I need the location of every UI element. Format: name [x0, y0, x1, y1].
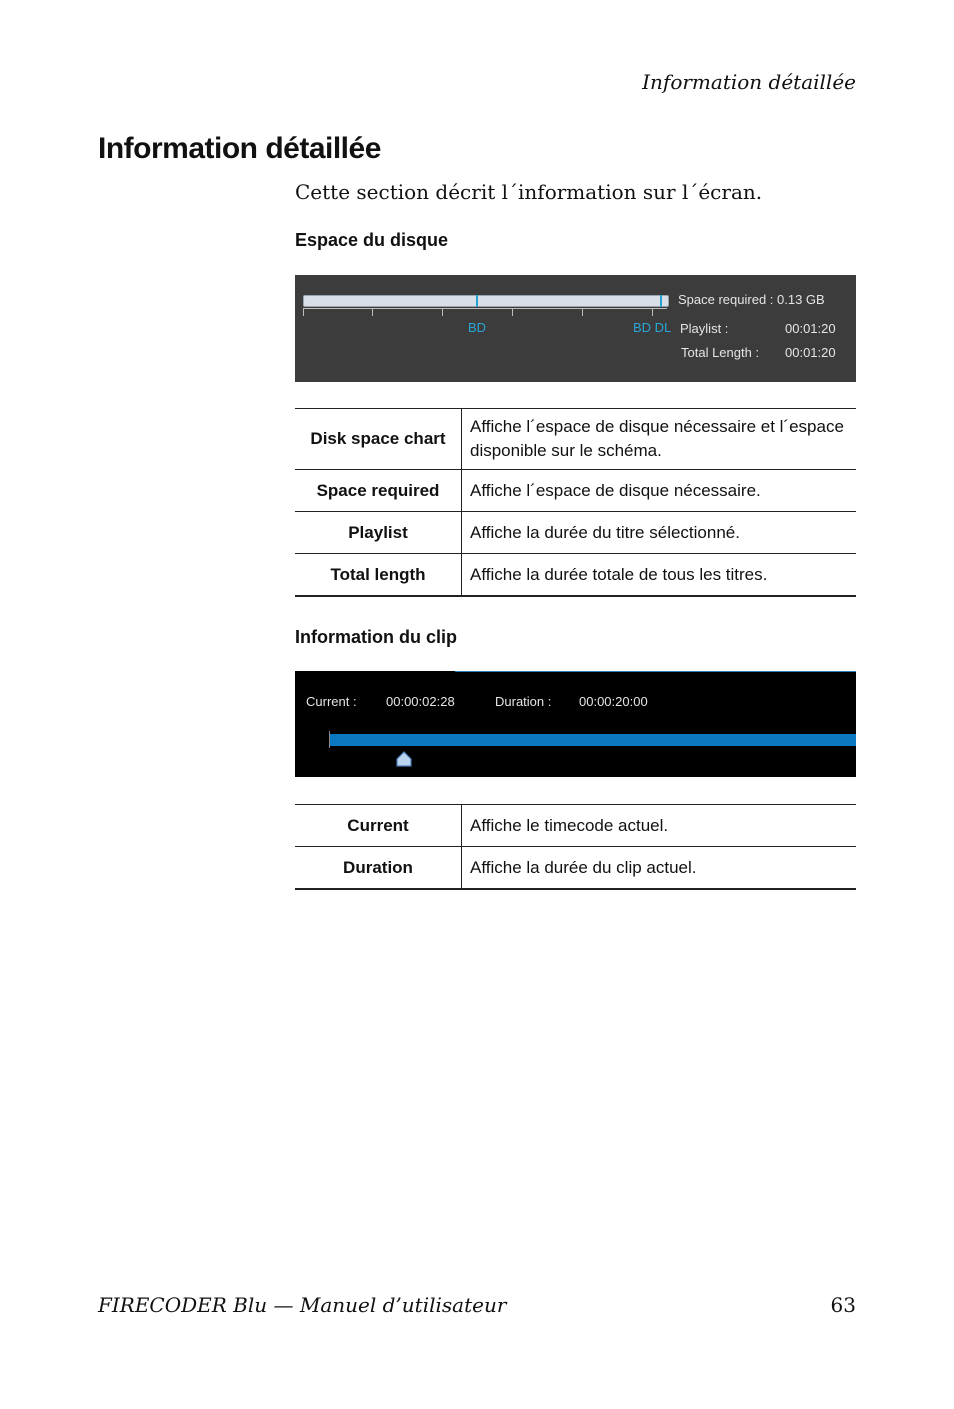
table-row: [295, 554, 856, 597]
axis-tick: [303, 308, 304, 316]
intro-text: Cette section décrit l´information sur l´écran.: [295, 180, 763, 204]
axis-tick: [582, 308, 583, 316]
term-cell: Space required: [295, 470, 462, 512]
description-cell: Affiche le timecode actuel.: [462, 805, 857, 847]
bd-capacity-marker: [476, 295, 478, 307]
total-length-value: 00:01:20: [785, 345, 836, 360]
term-cell: Playlist: [295, 512, 462, 554]
page-number: 63: [830, 1293, 856, 1317]
disk-space-axis: [303, 308, 667, 309]
clip-section-heading: Information du clip: [295, 627, 457, 647]
axis-tick: [442, 308, 443, 316]
clip-timeline-track[interactable]: [330, 734, 856, 746]
table-row: [295, 409, 856, 470]
footer-manual-title: FIRECODER Blu — Manuel d’utilisateur: [98, 1293, 507, 1317]
table-row: [295, 470, 856, 512]
term-cell: Disk space chart: [295, 409, 462, 470]
playhead-icon[interactable]: [396, 751, 412, 767]
playlist-value: 00:01:20: [785, 321, 836, 336]
term-cell: Current: [295, 805, 462, 847]
clip-info-panel: [295, 671, 856, 777]
description-cell: Affiche la durée du clip actuel.: [462, 847, 857, 890]
table-row: [295, 847, 856, 890]
axis-tick: [652, 308, 653, 316]
panel-top-border: [455, 671, 856, 672]
total-length-label: Total Length :: [681, 345, 760, 360]
duration-label: Duration :: [495, 694, 552, 709]
space-required-readout: Space required : 0.13 GB: [678, 292, 825, 307]
clip-info-table: [295, 804, 856, 890]
table-row: [295, 805, 856, 847]
current-label: Current :: [306, 694, 357, 709]
duration-timecode: 00:00:20:00: [579, 694, 648, 709]
description-cell: Affiche la durée totale de tous les titres.: [462, 554, 857, 597]
bd-dl-capacity-marker: [660, 295, 662, 307]
term-cell: Total length: [295, 554, 462, 597]
page-title: Information détaillée: [98, 132, 381, 165]
disk-space-bar: [303, 295, 669, 307]
bd-dl-label: BD DL: [633, 320, 672, 335]
bd-label: BD: [468, 320, 487, 335]
disk-section-heading: Espace du disque: [295, 230, 449, 250]
running-header: Information détaillée: [642, 70, 856, 94]
playlist-label: Playlist :: [680, 321, 729, 336]
axis-tick: [512, 308, 513, 316]
table-row: [295, 512, 856, 554]
description-cell: Affiche l´espace de disque nécessaire.: [462, 470, 857, 512]
term-cell: Duration: [295, 847, 462, 890]
disk-info-table: [295, 408, 856, 597]
disk-space-panel: [295, 275, 856, 382]
description-cell: Affiche l´espace de disque nécessaire et l´espace disponible sur le schéma.: [462, 409, 857, 470]
current-timecode: 00:00:02:28: [386, 694, 455, 709]
description-cell: Affiche la durée du titre sélectionné.: [462, 512, 857, 554]
axis-tick: [372, 308, 373, 316]
